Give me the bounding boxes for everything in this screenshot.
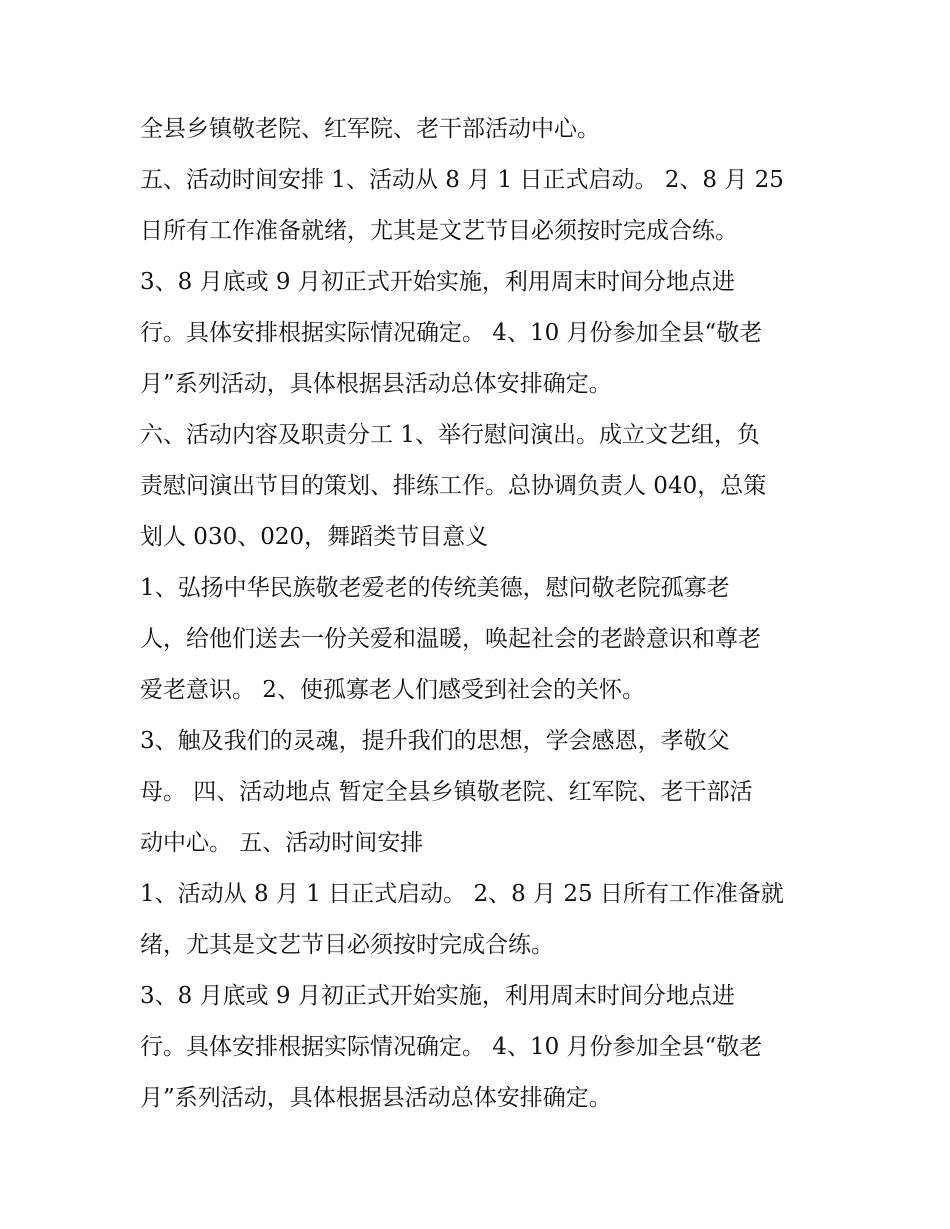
text-line: 月”系列活动，具体根据县活动总体安排确定。 — [140, 371, 612, 397]
text-line: 日所有工作准备就绪，尤其是文艺节目必须按时完成合练。 — [140, 218, 738, 244]
text-line: 月”系列活动，具体根据县活动总体安排确定。 — [140, 1085, 612, 1111]
text-line: 1、弘扬中华民族敬老爱老的传统美德，慰问敬老院孤寡老 — [140, 575, 730, 601]
document-body — [140, 104, 820, 1124]
text-line: 行。具体安排根据实际情况确定。 4、10 月份参加全县“敬老 — [140, 1034, 763, 1060]
text-line: 母。 四、活动地点 暂定全县乡镇敬老院、红军院、老干部活 — [140, 779, 753, 805]
text-line: 责慰问演出节目的策划、排练工作。总协调负责人 040，总策 — [140, 473, 767, 499]
text-line: 3、8 月底或 9 月初正式开始实施，利用周末时间分地点进 — [140, 983, 735, 1009]
text-line: 划人 030、020，舞蹈类节目意义 — [140, 524, 489, 550]
text-line: 动中心。 五、活动时间安排 — [140, 830, 424, 856]
text-line: 1、活动从 8 月 1 日正式启动。 2、8 月 25 日所有工作准备就 — [140, 881, 784, 907]
text-line: 3、触及我们的灵魂，提升我们的思想，学会感恩，孝敬父 — [140, 728, 730, 754]
text-line: 全县乡镇敬老院、红军院、老干部活动中心。 — [140, 116, 600, 142]
text-line: 爱老意识。 2、使孤寡老人们感受到社会的关怀。 — [140, 677, 645, 703]
text-line: 五、活动时间安排 1、活动从 8 月 1 日正式启动。 2、8 月 25 — [140, 167, 784, 193]
text-line: 六、活动内容及职责分工 1、举行慰问演出。成立文艺组，负 — [140, 422, 760, 448]
text-line: 绪，尤其是文艺节目必须按时完成合练。 — [140, 932, 554, 958]
text-line: 3、8 月底或 9 月初正式开始实施，利用周末时间分地点进 — [140, 269, 735, 295]
text-line: 人，给他们送去一份关爱和温暖，唤起社会的老龄意识和尊老 — [140, 626, 761, 652]
text-line: 行。具体安排根据实际情况确定。 4、10 月份参加全县“敬老 — [140, 320, 763, 346]
